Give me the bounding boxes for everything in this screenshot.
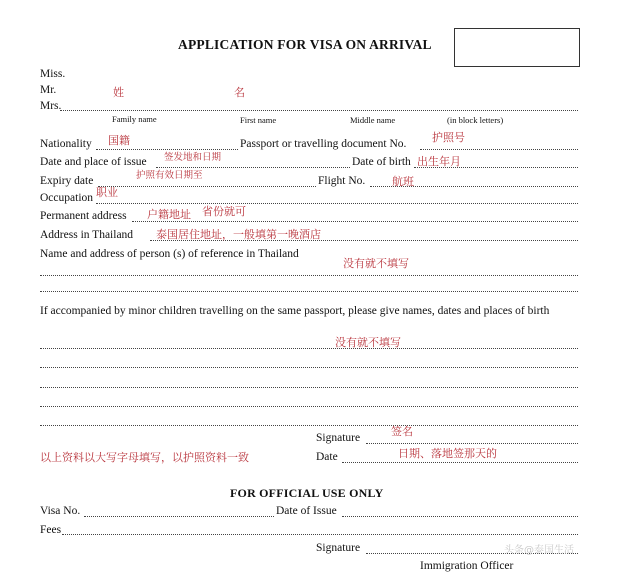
immigration-officer-label: Immigration Officer <box>420 560 514 572</box>
signature-field[interactable] <box>366 443 578 444</box>
name-line[interactable] <box>60 110 578 111</box>
expiry-field[interactable] <box>98 186 316 187</box>
form-title: APPLICATION FOR VISA ON ARRIVAL <box>178 37 432 52</box>
nationality-field[interactable] <box>96 149 238 150</box>
expiry-label: Expiry date <box>40 175 94 187</box>
annotation-passport: 护照号 <box>432 131 465 144</box>
fees-label: Fees <box>40 524 62 536</box>
title-mrs: Mrs. <box>40 100 62 112</box>
occupation-label: Occupation <box>40 192 94 204</box>
annotation-reference: 没有就不填写 <box>343 257 409 270</box>
date-field[interactable] <box>342 462 578 463</box>
annotation-note: 以上资料以大写字母填写，以护照资料一致 <box>40 451 249 464</box>
annotation-nationality: 国籍 <box>108 134 130 147</box>
caption-middle-name: Middle name <box>350 115 396 125</box>
children-line-3[interactable] <box>40 387 578 388</box>
annotation-family: 姓 <box>113 86 124 99</box>
nationality-label: Nationality <box>40 138 92 150</box>
annotation-first: 名 <box>234 86 245 99</box>
occupation-field[interactable] <box>96 203 578 204</box>
official-signature-label: Signature <box>316 542 361 554</box>
reference-label: Name and address of person (s) of reference in Thailand <box>40 248 299 260</box>
annotation-flight: 航班 <box>392 175 414 188</box>
children-line-2[interactable] <box>40 367 578 368</box>
photo-box <box>454 28 580 67</box>
children-line-1[interactable] <box>40 348 578 349</box>
reference-line-1[interactable] <box>40 275 578 276</box>
watermark: 头条@泰国生活 <box>504 545 574 556</box>
passport-label: Passport or travelling document No. <box>240 138 407 150</box>
title-mr: Mr. <box>40 84 57 96</box>
visa-no-field[interactable] <box>84 516 274 517</box>
annotation-expiry: 护照有效日期至 <box>136 170 203 181</box>
permanent-field[interactable] <box>132 221 578 222</box>
visa-no-label: Visa No. <box>40 505 81 517</box>
passport-field[interactable] <box>420 149 578 150</box>
annotation-permanent-1: 户籍地址 <box>147 208 191 221</box>
children-label: If accompanied by minor children travelling on the same passport, please give names, dates and places of birth <box>40 305 550 317</box>
annotation-permanent-2: 省份就可 <box>202 205 246 218</box>
children-line-4[interactable] <box>40 406 578 407</box>
birth-label: Date of birth <box>352 156 411 168</box>
official-heading: FOR OFFICIAL USE ONLY <box>230 486 384 500</box>
caption-family-name: Family name <box>112 114 157 124</box>
annotation-date: 日期、落地签那天的 <box>398 447 497 460</box>
caption-first-name: First name <box>240 115 277 125</box>
date-of-issue-field[interactable] <box>342 516 578 517</box>
flight-label: Flight No. <box>318 175 366 187</box>
permanent-label: Permanent address <box>40 210 127 222</box>
address-thailand-label: Address in Thailand <box>40 229 134 241</box>
annotation-children: 没有就不填写 <box>335 336 401 349</box>
issue-label: Date and place of issue <box>40 156 147 168</box>
fees-field[interactable] <box>62 534 578 535</box>
annotation-occupation: 职业 <box>96 186 118 199</box>
reference-line-2[interactable] <box>40 291 578 292</box>
date-label: Date <box>316 451 338 463</box>
annotation-address-thailand: 泰国居住地址，一般填第一晚酒店 <box>156 228 321 241</box>
title-miss: Miss. <box>40 68 66 80</box>
date-of-issue-label: Date of Issue <box>276 505 337 517</box>
caption-block-letters: (in block letters) <box>447 115 504 125</box>
annotation-birth: 出生年月 <box>417 155 461 168</box>
issue-field[interactable] <box>156 167 350 168</box>
annotation-signature: 签名 <box>391 425 413 438</box>
annotation-issue: 签发地和日期 <box>164 152 222 163</box>
children-line-5[interactable] <box>40 425 578 426</box>
signature-label: Signature <box>316 432 361 444</box>
